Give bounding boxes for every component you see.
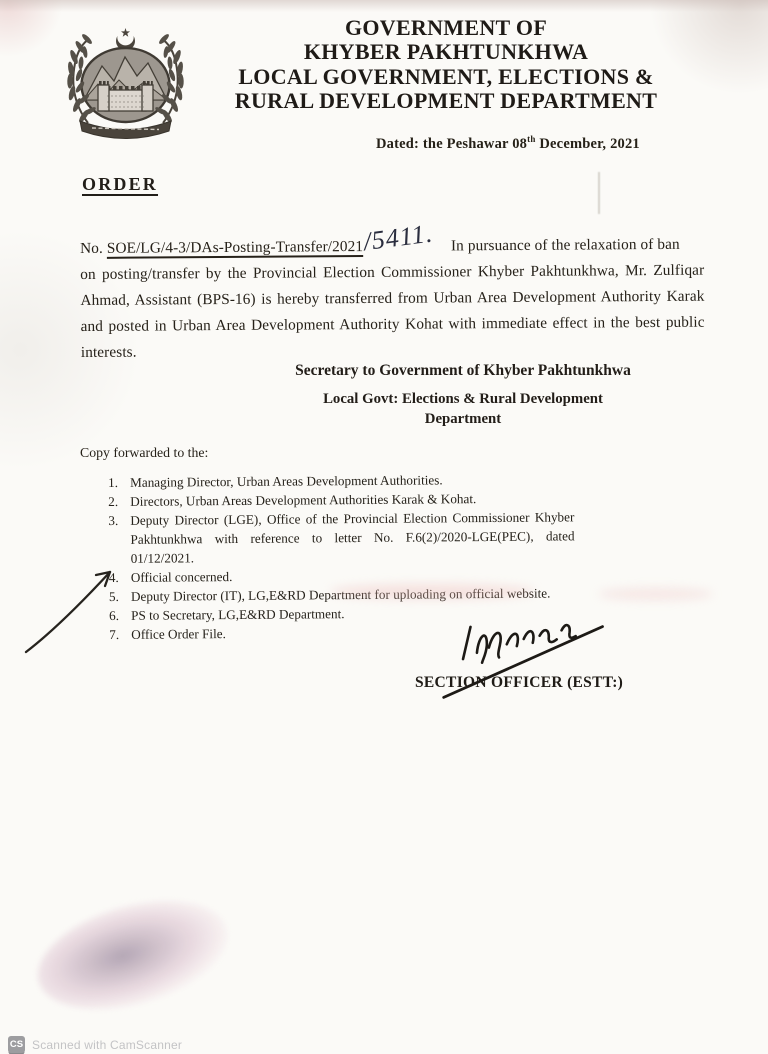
scan-scratch-artifact	[598, 172, 600, 214]
signatory-title-lines-2-3	[243, 389, 683, 429]
copy-forwarded-heading: Copy forwarded to the:	[80, 445, 209, 460]
kp-government-emblem-logo	[58, 26, 193, 140]
body-line-5: interests.	[80, 343, 137, 361]
order-heading: ORDER	[82, 174, 159, 194]
camscanner-watermark	[8, 1036, 182, 1053]
copy-item-text: Directors, Urban Areas Development Authorities Karak & Kohat.	[130, 491, 477, 509]
copy-item-number: 1.	[108, 474, 119, 490]
body-line-1: In pursuance of the relaxation of ban	[450, 235, 680, 255]
ink-stain	[25, 881, 239, 1029]
handwritten-signature	[424, 604, 622, 707]
body-line-4: and posted in Urban Area Development Authority Kohat with immediate effect in the best public	[80, 313, 705, 335]
camscanner-watermark-text: Scanned with CamScanner	[32, 1037, 183, 1052]
copy-item-text: PS to Secretary, LG,E&RD Department.	[131, 606, 345, 623]
letterhead-line-3: LOCAL GOVERNMENT, ELECTIONS &	[238, 63, 654, 89]
letterhead-line-2: KHYBER PAKHTUNKHWA	[303, 39, 589, 65]
copy-item-text: Official concerned.	[130, 569, 233, 585]
handwritten-arrow-icon	[20, 556, 125, 661]
date-suffix: December, 2021	[535, 136, 640, 152]
letterhead-line-4: RURAL DEVELOPMENT DEPARTMENT	[234, 87, 658, 113]
body-line-2: on posting/transfer by the Provincial Election Commissioner Khyber Pakhtunkhwa, Mr. Zulfiqar	[80, 261, 705, 283]
signatory-department-word: Department	[424, 411, 502, 427]
handwritten-file-number: /5411.	[361, 218, 435, 257]
copy-item-number: 4.	[108, 569, 119, 585]
copy-item-number: 3.	[108, 512, 119, 528]
copy-item-text: Office Order File.	[131, 626, 226, 642]
camscanner-icon: CS	[8, 1036, 25, 1053]
order-body-paragraph	[80, 218, 705, 366]
body-line-3: Ahmad, Assistant (BPS-16) is hereby transferred from Urban Area Development Authority Karak	[80, 287, 705, 309]
copy-item-text: Managing Director, Urban Areas Development Authorities.	[130, 472, 443, 490]
copy-item-number: 2.	[108, 493, 119, 509]
reference-label: No.	[80, 239, 107, 257]
date-line	[376, 134, 640, 153]
department-letterhead	[215, 16, 677, 113]
copy-item-text: Deputy Director (LGE), Office of the Provincial Election Commissioner Khyber Pakhtunkhwa with reference to letter No. F.6(2)/2020-LGE(PEC), dated 01/12/2021.	[130, 509, 575, 566]
section-officer-title: SECTION OFFICER (ESTT:)	[415, 674, 624, 691]
date-ordinal-superscript: th	[527, 134, 536, 144]
signatory-department-line: Local Govt: Elections & Rural Development	[323, 391, 603, 407]
signatory-title-line-1: Secretary to Government of Khyber Pakhtunkhwa	[295, 362, 631, 379]
copy-item-number: 6.	[109, 607, 120, 623]
copy-item-number: 7.	[109, 626, 120, 642]
copy-item-number: 5.	[108, 588, 119, 604]
scan-smudge	[598, 588, 713, 600]
letterhead-line-1: GOVERNMENT OF	[344, 15, 548, 40]
copy-item-3	[108, 507, 574, 568]
copy-item-text: Deputy Director (IT), LG,E&RD Department for uploading on official website.	[130, 585, 551, 604]
scan-smudge	[330, 584, 535, 599]
date-prefix: Dated: the Peshawar 08	[376, 136, 528, 152]
reference-number: SOE/LG/4-3/DAs-Posting-Transfer/2021	[106, 238, 364, 257]
